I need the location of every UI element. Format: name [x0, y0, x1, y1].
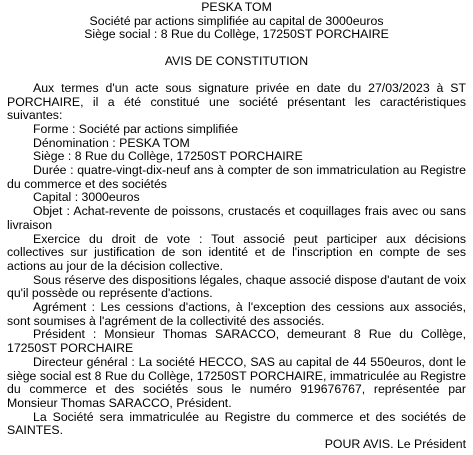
- paragraph-forme: Forme : Société par actions simplifiée: [33, 121, 239, 136]
- paragraph-denomination: Dénomination : PESKA TOM: [33, 135, 190, 150]
- paragraph-duree: Durée : quatre-vingt-dix-neuf ans à compter de son immatriculation au Registre du commerce et des sociétés: [7, 163, 466, 191]
- paragraph-objet: Objet : Achat-revente de poissons, crustacés et coquillages frais avec ou sans livraison: [7, 204, 466, 232]
- paragraph-intro: Aux termes d'un acte sous signature privée en date du 27/03/2023 à ST PORCHAIRE, il a été constitué une société présentant les caractéristiques suivantes:: [7, 80, 466, 123]
- paragraph-capital: Capital : 3000euros: [33, 190, 140, 205]
- paragraph-directeur: Directeur général : La société HECCO, SAS au capital de 44 550euros, dont le siège social est 8 Rue du Collège, 17250ST PORCHAIRE, immatriculée au Registre du commerce et des sociétés sous le numéro 919676767, représentée par Monsieur Thomas SARACCO, Président.: [7, 354, 466, 410]
- company-address: Siège social : 8 Rue du Collège, 17250ST PORCHAIRE: [84, 27, 389, 42]
- paragraph-reserve: Sous réserve des dispositions légales, chaque associé dispose d'autant de voix qu'il possède ou représente d'actions.: [7, 272, 467, 301]
- paragraph-vote: Exercice du droit de vote : Tout associé peut participer aux décisions collectives sur justification de son identité et de l'inscription en compte de ses actions au jour de la décision collective.: [7, 231, 466, 273]
- company-type: Société par actions simplifiée au capital de 3000euros: [89, 13, 384, 28]
- paragraph-agrement: Agrément : Les cessions d'actions, à l'exception des cessions aux associés, sont soumises à l'agrément de la collectivité des associés.: [7, 300, 466, 328]
- spacer: [7, 69, 466, 82]
- notice-title: AVIS DE CONSTITUTION: [164, 54, 309, 69]
- paragraph-immatriculation: La Société sera immatriculée au Registre du commerce et des sociétés de SAINTES.: [7, 409, 466, 438]
- paragraph-siege: Siège : 8 Rue du Collège, 17250ST PORCHAIRE: [33, 149, 303, 164]
- paragraph-president: Président : Monsieur Thomas SARACCO, demeurant 8 Rue du Collège, 17250ST PORCHAIRE: [7, 327, 466, 356]
- signature: POUR AVIS. Le Président: [324, 437, 466, 452]
- company-name: PESKA TOM: [201, 0, 272, 14]
